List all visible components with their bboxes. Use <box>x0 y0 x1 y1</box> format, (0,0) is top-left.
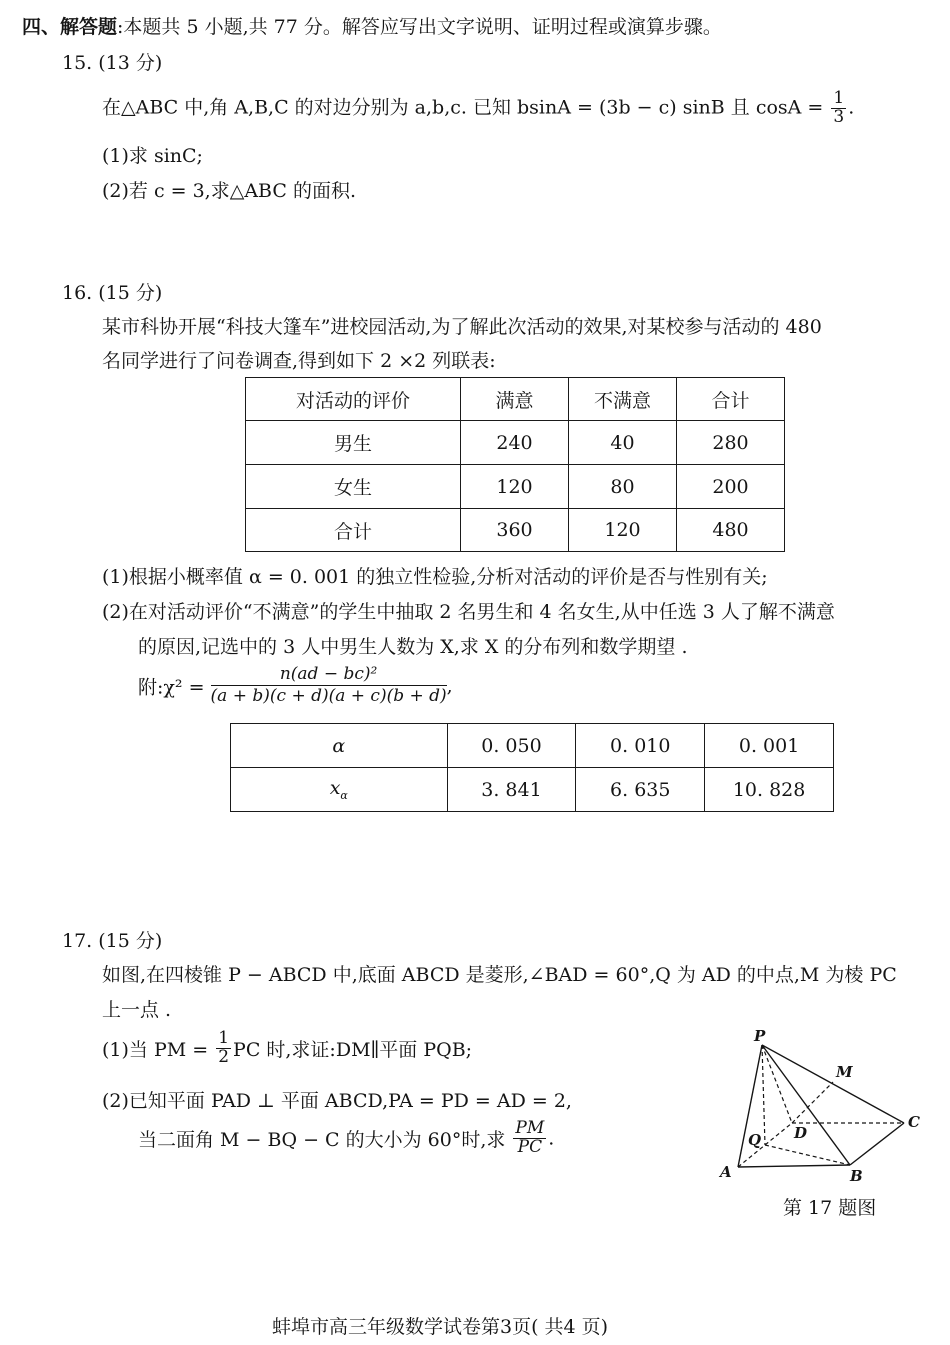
q17-stem-line2: 上一点 . <box>102 999 172 1021</box>
table-cell: 女生 <box>246 465 461 509</box>
table-header-cell: 满意 <box>461 378 569 421</box>
formula-denominator: (a + b)(c + d)(a + c)(b + d) <box>210 686 447 707</box>
table-cell: 40 <box>569 421 677 465</box>
table-cell <box>231 768 448 812</box>
q15-stem-end: . <box>848 96 855 119</box>
table-cell: 200 <box>677 465 785 509</box>
table-row <box>246 421 785 465</box>
q17-part2-den: PC <box>517 1136 543 1157</box>
q17-part2-fraction <box>513 1120 546 1157</box>
table-cell: 合计 <box>246 509 461 552</box>
figure-caption: 第 17 题图 <box>783 1197 877 1219</box>
pyramid-figure <box>710 1025 930 1195</box>
table-row <box>231 724 834 768</box>
table-cell: 360 <box>461 509 569 552</box>
q17-part1-fraction <box>216 1030 231 1067</box>
table-cell: α <box>231 724 448 768</box>
table-cell: 3. 841 <box>447 768 576 812</box>
q15-part1: (1)求 sinC; <box>102 145 203 167</box>
q17-part2-pre: 当二面角 M − BQ − C 的大小为 60°时,求 <box>138 1128 506 1151</box>
q17-part1-post: PC 时,求证:DM∥平面 PQB; <box>233 1038 473 1061</box>
q17-number: 17. (15 分) <box>62 930 163 952</box>
label-b: B <box>850 1167 863 1185</box>
q16-part1: (1)根据小概率值 α = 0. 001 的独立性检验,分析对活动的评价是否与性别有关; <box>102 566 768 588</box>
q17-part1 <box>102 1030 472 1067</box>
label-p: P <box>754 1027 766 1045</box>
table-cell: 0. 050 <box>447 724 576 768</box>
q17-part2-line1: (2)已知平面 PAD ⊥ 平面 ABCD,PA = PD = AD = 2, <box>102 1090 572 1112</box>
table-header-cell: 不满意 <box>569 378 677 421</box>
q16-stem-line2: 名同学进行了问卷调查,得到如下 2 ×2 列联表: <box>102 350 496 372</box>
x-alpha-subscript: α <box>340 788 348 802</box>
section-title: 四、解答题 <box>22 16 118 38</box>
label-d: D <box>794 1124 808 1142</box>
table-row <box>231 768 834 812</box>
table-cell: 0. 001 <box>705 724 834 768</box>
table-cell: 480 <box>677 509 785 552</box>
edge-dm <box>792 1082 833 1123</box>
q15-number: 15. (13 分) <box>62 52 163 74</box>
q15-part2: (2)若 c = 3,求△ABC 的面积. <box>102 180 356 202</box>
x-alpha-label: x <box>329 777 341 800</box>
q16-stem-line1: 某市科协开展“科技大篷车”进校园活动,为了解此次活动的效果,对某校参与活动的 480 <box>102 316 822 338</box>
q15-cos-num: 1 <box>833 88 845 108</box>
q16-number: 16. (15 分) <box>62 282 163 304</box>
table-cell: 280 <box>677 421 785 465</box>
section-intro: :本题共 5 小题,共 77 分。解答应写出文字说明、证明过程或演算步骤。 <box>117 16 722 38</box>
table-header-cell: 合计 <box>677 378 785 421</box>
table-cell: 240 <box>461 421 569 465</box>
chi-square-formula <box>138 664 453 708</box>
edge-pd <box>762 1045 792 1123</box>
label-q: Q <box>748 1131 762 1149</box>
q16-part2-line2: 的原因,记选中的 3 人中男生人数为 X,求 X 的分布列和数学期望 . <box>138 636 688 658</box>
table-cell: 男生 <box>246 421 461 465</box>
table-cell: 10. 828 <box>705 768 834 812</box>
table-cell: 80 <box>569 465 677 509</box>
q17-part1-den: 2 <box>218 1046 230 1067</box>
q17-part2-line2 <box>138 1120 554 1157</box>
formula-numerator: n(ad − bc)² <box>211 664 447 686</box>
formula-suffix: , <box>446 674 453 697</box>
table-cell: 0. 010 <box>576 724 705 768</box>
critical-value-table <box>230 723 834 812</box>
formula-fraction <box>211 664 447 708</box>
label-a: A <box>720 1163 732 1181</box>
table-cell: 120 <box>569 509 677 552</box>
q15-cos-den: 3 <box>833 106 845 127</box>
table-header-cell: 对活动的评价 <box>246 378 461 421</box>
table-header-row <box>246 378 785 421</box>
q15-stem <box>102 90 854 127</box>
label-c: C <box>908 1113 920 1131</box>
q17-part1-num: 1 <box>218 1028 230 1048</box>
q16-part2-line1: (2)在对活动评价“不满意”的学生中抽取 2 名男生和 4 名女生,从中任选 3 人了解不满意 <box>102 601 835 623</box>
section-heading <box>22 12 722 39</box>
edge-bc <box>850 1123 904 1165</box>
table-cell: 120 <box>461 465 569 509</box>
table-cell: 6. 635 <box>576 768 705 812</box>
q15-cos-fraction <box>831 90 846 127</box>
q15-stem-text: 在△ABC 中,角 A,B,C 的对边分别为 a,b,c. 已知 bsinA = (3b − c) sinB 且 cosA = <box>102 96 824 119</box>
formula-prefix: 附:χ² = <box>138 676 205 699</box>
q17-part2-num: PM <box>515 1118 545 1138</box>
table-row <box>246 509 785 552</box>
edge-pc <box>762 1045 904 1123</box>
table-row <box>246 465 785 509</box>
q17-part2-post: . <box>548 1127 555 1150</box>
contingency-table <box>245 377 785 552</box>
q17-stem-line1: 如图,在四棱锥 P − ABCD 中,底面 ABCD 是菱形,∠BAD = 60°,Q 为 AD 的中点,M 为棱 PC <box>102 964 897 986</box>
edge-pq <box>762 1045 765 1145</box>
label-m: M <box>836 1063 853 1081</box>
edge-ab <box>738 1165 850 1167</box>
q17-part1-pre: (1)当 PM = <box>102 1038 209 1061</box>
page-footer: 蚌埠市高三年级数学试卷第3页( 共4 页) <box>272 1316 609 1338</box>
